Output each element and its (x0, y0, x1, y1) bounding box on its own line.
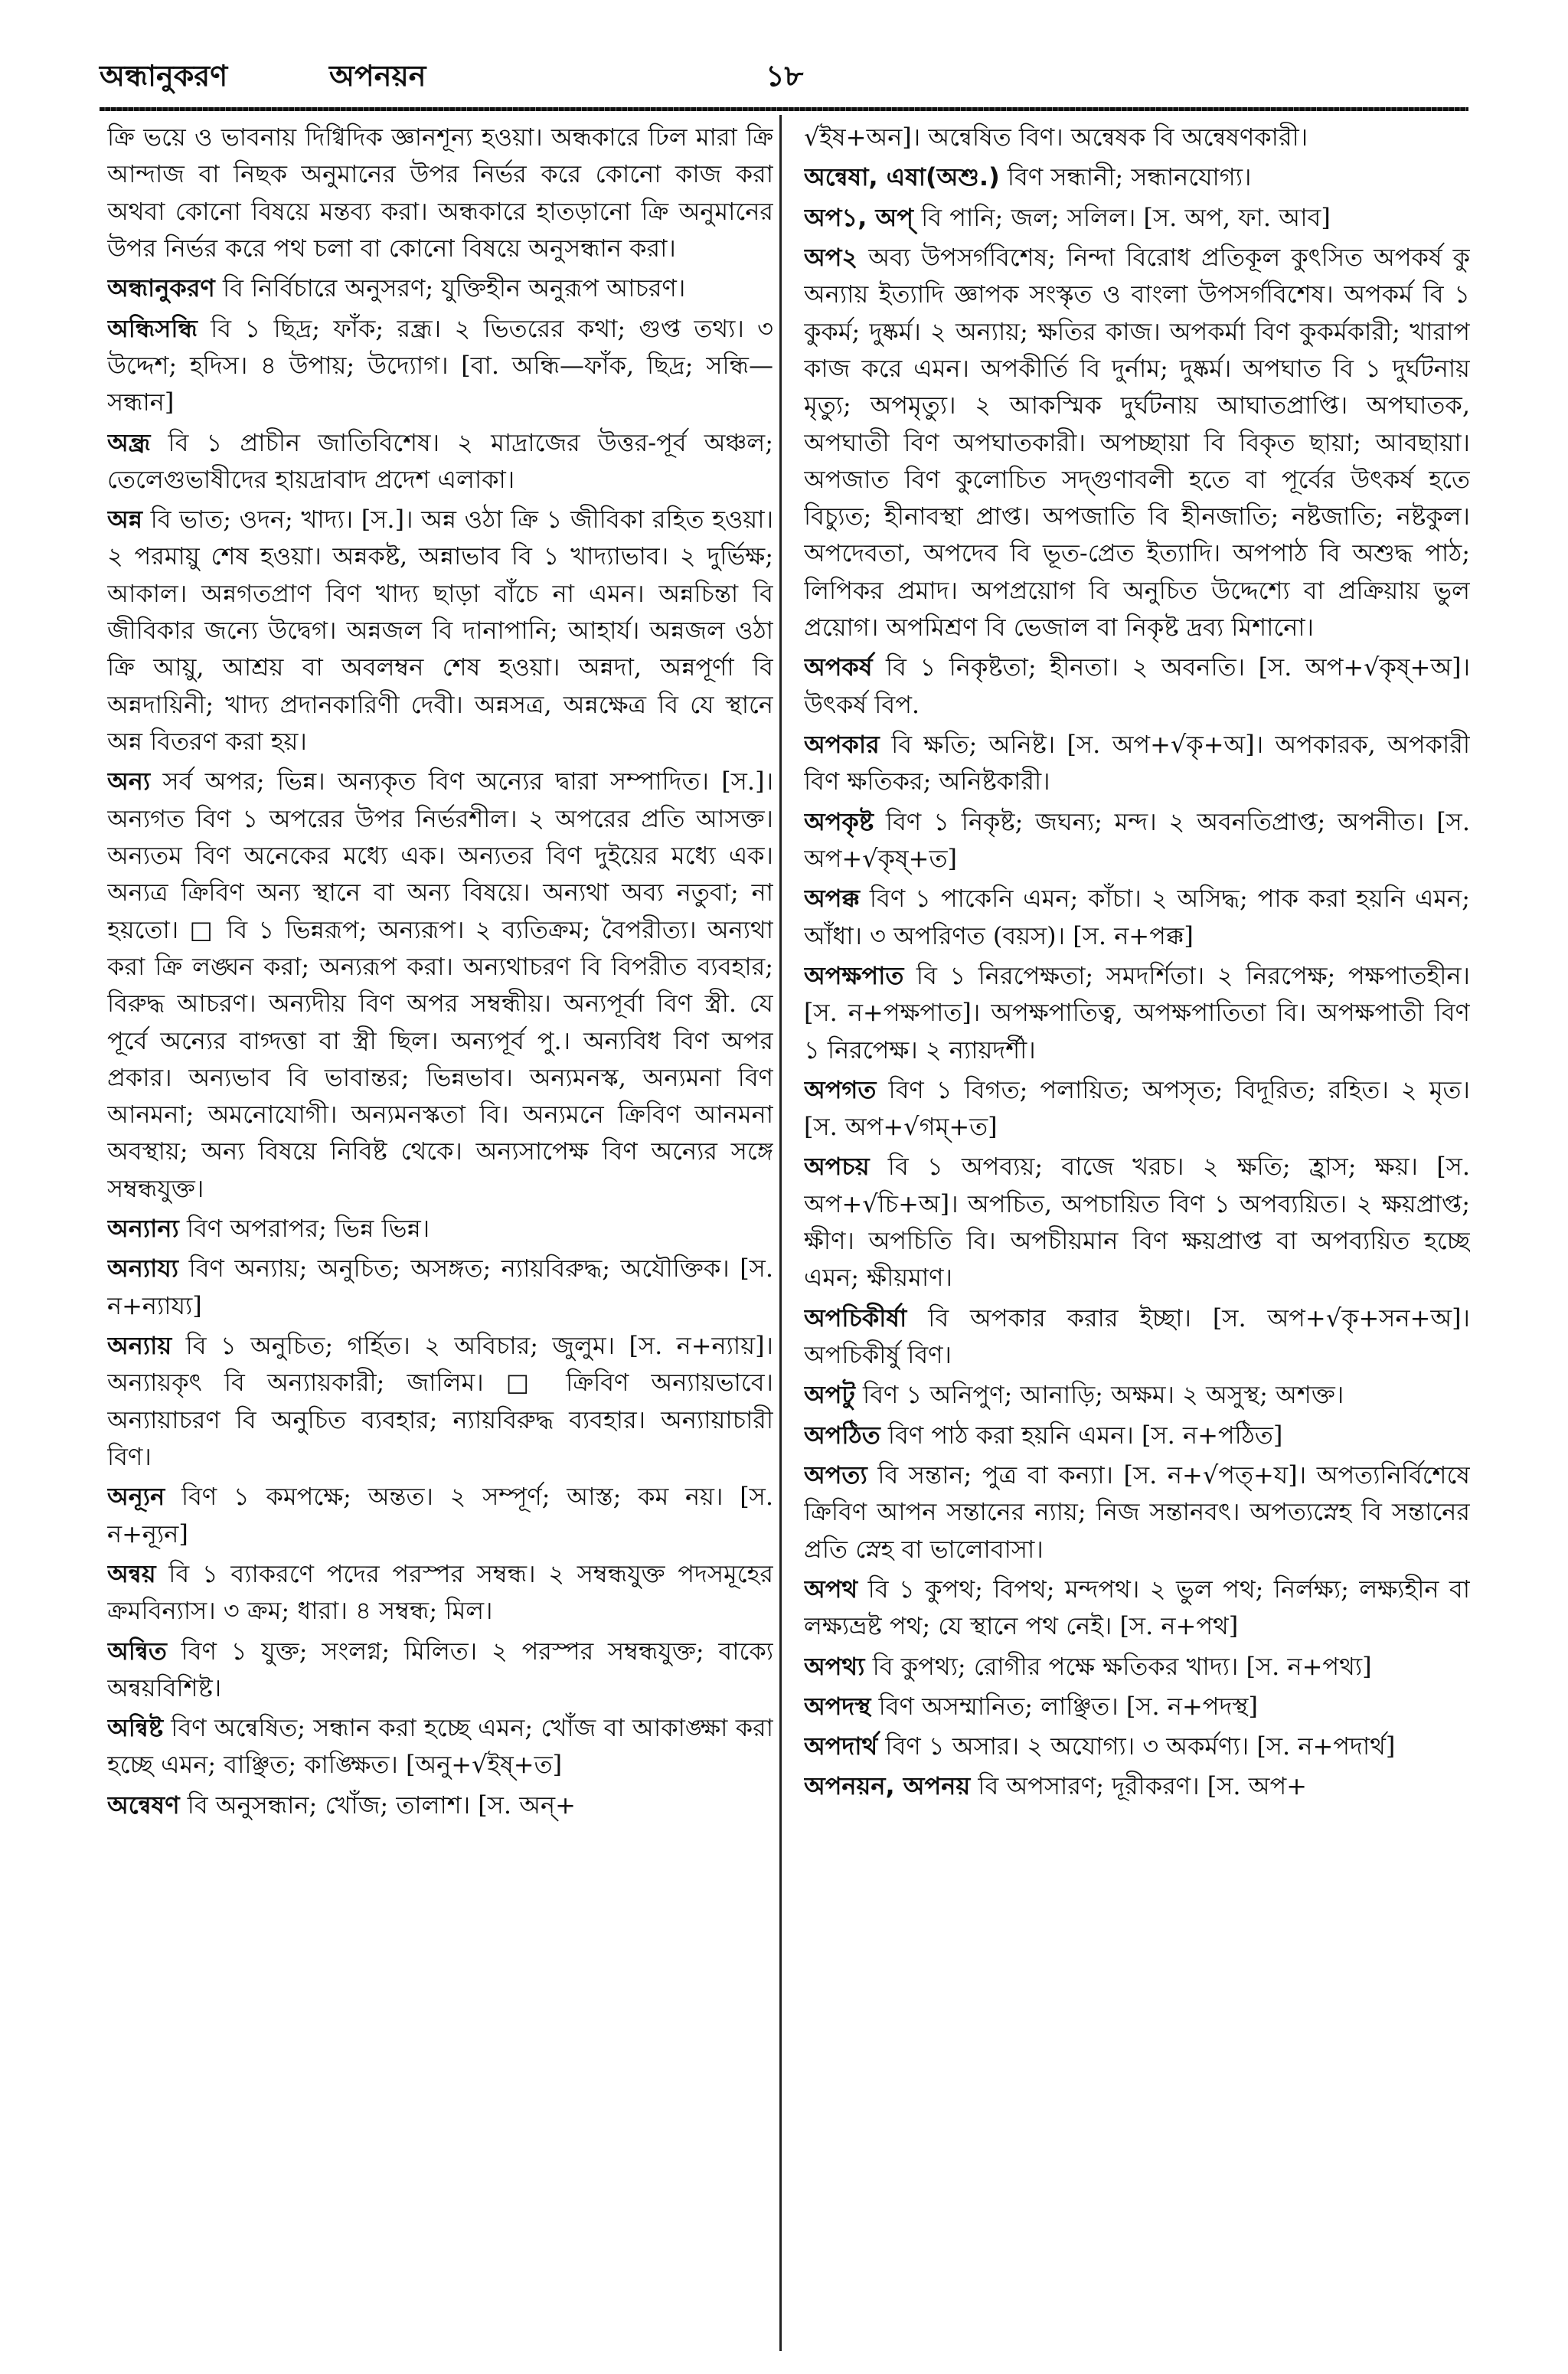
entry-headword: অপক্ক (804, 884, 860, 914)
dictionary-entry (804, 1688, 1470, 1725)
dictionary-entry (107, 1633, 773, 1707)
header-rule (100, 107, 1468, 111)
entry-definition: বি পানি; জল; সলিল। [স. অপ, ফা. আব] (921, 202, 1331, 232)
dictionary-entry (804, 1728, 1470, 1764)
entry-definition: বি ১ ছিদ্র; ফাঁক; রন্ধ্র। ২ ভিতরের কথা; গুপ্ত তথ্য। ৩ উদ্দেশ; হদিস। ৪ উপায়; উদ্যোগ। [বা. অন্ধি—ফাঁক, ছিদ্র; সন্ধি—সন্ধান] (107, 313, 773, 417)
dictionary-entry (107, 1555, 773, 1630)
entry-definition: বি ১ অনুচিত; গর্হিত। ২ অবিচার; জুলুম। [স. ন+ন্যায়]। অন্যায়কৃৎ বি অন্যায়কারী; জালিম। □ ক্রিবিণ অন্যায়ভাবে। অন্যায়াচরণ বি অনুচিত ব্যবহার; ন্যায়বিরুদ্ধ ব্যবহার। অন্যায়াচারী বিণ। (107, 1331, 773, 1471)
entry-definition: √ইষ+অন]। অন্বেষিত বিণ। অন্বেষক বি অন্বেষণকারী। (804, 123, 1308, 152)
entry-headword: অপকার (804, 730, 880, 759)
entry-definition: বি নির্বিচারে অনুসরণ; যুক্তিহীন অনুরূপ আচরণ। (222, 273, 686, 303)
entry-definition: বিণ ১ যুক্ত; সংলগ্ন; মিলিত। ২ পরস্পর সম্বন্ধযুক্ত; বাক্যে অন্বয়বিশিষ্ট। (107, 1636, 773, 1702)
entry-headword: অন্য (107, 767, 151, 796)
entry-definition: অব্য উপসর্গবিশেষ; নিন্দা বিরোধ প্রতিকূল কুৎসিত অপকর্ষ কু অন্যায় ইত্যাদি জ্ঞাপক সংস্কৃত ও বাংলা উপসর্গবিশেষ। অপকর্ম বি ১ কুকর্ম; দুষ্কর্ম। ২ অন্যায়; ক্ষতির কাজ। অপকর্মা বিণ কুকর্মকারী; খারাপ কাজ করে এমন। অপকীর্তি বি দুর্নাম; দুষ্কর্ম। অপঘাত বি ১ দুর্ঘটনায় মৃত্যু; অপমৃত্যু। ২ আকস্মিক দুর্ঘটনায় আঘাতপ্রাপ্তি। অপঘাতক, অপঘাতী বিণ অপঘাতকারী। অপচ্ছায়া বি বিকৃত ছায়া; আবছায়া। অপজাত বিণ কুলোচিত সদ্গুণাবলী হতে বা পূর্বের উৎকর্ষ হতে বিচ্যুত; হীনাবস্থা প্রাপ্ত। অপজাতি বি হীনজাতি; নষ্টজাতি; নষ্টকুল। অপদেবতা, অপদেব বি ভূত-প্রেত ইত্যাদি। অপপাঠ বি অশুদ্ধ পাঠ; লিপিকর প্রমাদ। অপপ্রয়োগ বি অনুচিত উদ্দেশ্যে বা প্রক্রিয়ায় ভুল প্রয়োগ। অপমিশ্রণ বি ভেজাল বা নিকৃষ্ট দ্রব্য মিশানো। (804, 242, 1470, 643)
entry-definition: বিণ ১ অসার। ২ অযোগ্য। ৩ অকর্মণ্য। [স. ন+পদার্থ] (885, 1731, 1396, 1761)
right-column (804, 119, 1470, 2351)
dictionary-entry (804, 726, 1470, 800)
dictionary-entry (804, 159, 1470, 195)
entry-headword: অপগত (804, 1074, 877, 1104)
entry-definition: বিণ ১ কমপক্ষে; অন্তত। ২ সম্পূর্ণ; আস্ত; কম নয়। [স. ন+ন্যূন] (107, 1482, 773, 1548)
entry-definition: বি সন্তান; পুত্র বা কন্যা। [স. ন+√পত্+য]। অপত্যনির্বিশেষে ক্রিবিণ আপন সন্তানের ন্যায়; নিজ সন্তানবৎ। অপত্যস্নেহ বি সন্তানের প্রতি স্নেহ বা ভালোবাসা। (804, 1460, 1470, 1564)
dictionary-entry (107, 1787, 773, 1823)
entry-headword: অপচিকীর্ষা (804, 1303, 907, 1333)
entry-definition: বিণ অপরাপর; ভিন্ন ভিন্ন। (186, 1214, 430, 1244)
dictionary-entry (804, 1148, 1470, 1296)
entry-headword: অন্ধ্র (107, 427, 151, 457)
dictionary-entry (804, 1071, 1470, 1146)
entry-definition: বি ১ নিকৃষ্টতা; হীনতা। ২ অবনতি। [স. অপ+√কৃষ্+অ]। উৎকর্ষ বিপ. (804, 652, 1470, 719)
dictionary-entry (107, 270, 773, 306)
dictionary-entry (107, 1709, 773, 1784)
dictionary-entry (804, 1376, 1470, 1413)
entry-headword: অন্যায় (107, 1331, 172, 1360)
entry-headword: অপনয়ন, অপনয় (804, 1771, 971, 1801)
entry-headword: অপথ (804, 1574, 858, 1604)
entry-headword: অপ১, অপ্ (804, 202, 913, 232)
entry-definition: বি ১ নিরপেক্ষতা; সমদর্শিতা। ২ নিরপেক্ষ; পক্ষপাতহীন। [স. ন+পক্ষপাত]। অপক্ষপাতিত্ব, অপক্ষপাতিতা বি। অপক্ষপাতী বিণ ১ নিরপেক্ষ। ২ ন্যায়দর্শী। (804, 960, 1470, 1064)
entry-definition: বি অনুসন্ধান; খোঁজ; তালাশ। [স. অন্+ (187, 1790, 576, 1820)
entry-headword: অন্যায্য (107, 1254, 179, 1283)
dictionary-entry (804, 957, 1470, 1068)
guide-word-right: অপনয়ন (329, 59, 426, 93)
dictionary-entry (804, 1417, 1470, 1454)
dictionary-entry (804, 1457, 1470, 1568)
entry-definition: বি অপকার করার ইচ্ছা। [স. অপ+√কৃ+সন+অ]। অপচিকীর্ষু বিণ। (804, 1303, 1470, 1369)
entry-definition: বি ভাত; ওদন; খাদ্য। [স.]। অন্ন ওঠা ক্রি ১ জীবিকা রহিত হওয়া। ২ পরমায়ু শেষ হওয়া। অন্নকষ্ট, অন্নাভাব বি ১ খাদ্যাভাব। ২ দুর্ভিক্ষ; আকাল। অন্নগতপ্রাণ বিণ খাদ্য ছাড়া বাঁচে না এমন। অন্নচিন্তা বি জীবিকার জন্যে উদ্বেগ। অন্নজল বি দানাপানি; আহার্য। অন্নজল ওঠা ক্রি আয়ু, আশ্রয় বা অবলম্বন শেষ হওয়া। অন্নদা, অন্নপূর্ণা বি অন্নদায়িনী; খাদ্য প্রদানকারিণী দেবী। অন্নসত্র, অন্নক্ষেত্র বি যে স্থানে অন্ন বিতরণ করা হয়। (107, 505, 773, 756)
dictionary-entry (804, 1767, 1470, 1804)
entry-definition: বিণ ১ বিগত; পলায়িত; অপসৃত; বিদূরিত; রহিত। ২ মৃত। [স. অপ+√গম্+ত] (804, 1074, 1470, 1142)
entry-headword: অন্ধানুকরণ (107, 273, 215, 303)
entry-definition: বি ১ অপব্যয়; বাজে খরচ। ২ ক্ষতি; হ্রাস; ক্ষয়। [স. অপ+√চি+অ]। অপচিত, অপচায়িত বিণ ১ অপব্যয়িত। ২ ক্ষয়প্রাপ্ত; ক্ষীণ। অপচিতি বি। অপচীয়মান বিণ ক্ষয়প্রাপ্ত বা অপব্যয়িত হচ্ছে এমন; ক্ষীয়মাণ। (804, 1152, 1470, 1293)
dictionary-entry (107, 424, 773, 499)
entry-definition: বিণ সন্ধানী; সন্ধানযোগ্য। (1007, 162, 1252, 192)
entry-definition: বি ক্ষতি; অনিষ্ট। [স. অপ+√কৃ+অ]। অপকারক, অপকারী বিণ ক্ষতিকর; অনিষ্টকারী। (804, 730, 1470, 796)
dictionary-entry (804, 119, 1470, 155)
entry-headword: অন্বিষ্ট (107, 1713, 164, 1743)
entry-headword: অন্বয় (107, 1558, 156, 1588)
entry-headword: অপটু (804, 1380, 855, 1410)
dictionary-entry (804, 803, 1470, 878)
dictionary-entry (804, 199, 1470, 236)
dictionary-entry (804, 649, 1470, 723)
entry-definition: বি কুপথ্য; রোগীর পক্ষে ক্ষতিকর খাদ্য। [স. ন+পথ্য] (872, 1651, 1372, 1681)
page-header (100, 54, 1468, 107)
dictionary-entry (804, 1571, 1470, 1645)
entry-headword: অন্ন (107, 505, 142, 535)
dictionary-entry (107, 1327, 773, 1475)
dictionary-entry (804, 880, 1470, 954)
entry-headword: অপকর্ষ (804, 652, 873, 682)
dictionary-entry (107, 1210, 773, 1247)
dictionary-entry (804, 1648, 1470, 1685)
entry-headword: অপদার্থ (804, 1731, 878, 1761)
entry-headword: অপ২ (804, 242, 858, 272)
dictionary-entry (804, 1300, 1470, 1374)
entry-definition: বিণ ১ নিকৃষ্ট; জঘন্য; মন্দ। ২ অবনতিপ্রাপ্ত; অপনীত। [স. অপ+√কৃষ্+ত] (804, 806, 1470, 873)
entry-headword: অপদস্থ (804, 1691, 871, 1721)
entry-headword: অন্ধিসন্ধি (107, 313, 198, 343)
entry-headword: অন্বেষণ (107, 1790, 180, 1820)
dictionary-entry (107, 119, 773, 267)
dictionary-entry (107, 1250, 773, 1324)
entry-definition: ক্রি ভয়ে ও ভাবনায় দিগ্বিদিক জ্ঞানশূন্য হওয়া। অন্ধকারে ঢিল মারা ক্রি আন্দাজ বা নিছক অনুমানের উপর নির্ভর করে কোনো কাজ করা অথবা কোনো বিষয়ে মন্তব্য করা। অন্ধকারে হাতড়ানো ক্রি অনুমানের উপর নির্ভর করে পথ চলা বা কোনো বিষয়ে অনুসন্ধান করা। (107, 123, 773, 263)
entry-definition: বি ১ কুপথ; বিপথ; মন্দপথ। ২ ভুল পথ; নির্লক্ষ্য; লক্ষ্যহীন বা লক্ষ্যভ্রষ্ট পথ; যে স্থানে পথ নেই। [স. ন+পথ] (804, 1574, 1470, 1641)
entry-headword: অন্বেষা, এষা(অশু.) (804, 162, 1000, 192)
guide-word-left: অন্ধানুকরণ (100, 59, 228, 93)
entry-headword: অপক্ষপাত (804, 960, 904, 990)
entry-headword: অপত্য (804, 1460, 867, 1489)
entry-headword: অন্বিত (107, 1636, 167, 1666)
dictionary-entry (107, 763, 773, 1207)
entry-definition: বিণ অসম্মানিত; লাঞ্ছিত। [স. ন+পদস্থ] (878, 1691, 1258, 1721)
entry-definition: বি অপসারণ; দূরীকরণ। [স. অপ+ (978, 1771, 1307, 1801)
entry-definition: বিণ অন্বেষিত; সন্ধান করা হচ্ছে এমন; খোঁজ বা আকাঙ্ক্ষা করা হচ্ছে এমন; বাঞ্ছিত; কাঙ্ক্ষিত। [অনু+√ইষ্+ত] (107, 1713, 773, 1780)
entry-definition: বিণ ১ পাকেনি এমন; কাঁচা। ২ অসিদ্ধ; পাক করা হয়নি এমন; আঁধা। ৩ অপরিণত (বয়স)। [স. ন+পক্ক] (804, 884, 1470, 950)
entry-definition: সর্ব অপর; ভিন্ন। অন্যকৃত বিণ অন্যের দ্বারা সম্পাদিত। [স.]। অন্যগত বিণ ১ অপরের উপর নির্ভরশীল। ২ অপরের প্রতি আসক্ত। অন্যতম বিণ অনেকের মধ্যে এক। অন্যতর বিণ দুইয়ের মধ্যে এক। অন্যত্র ক্রিবিণ অন্য স্থানে বা অন্য বিষয়ে। অন্যথা অব্য নতুবা; না হয়তো। □ বি ১ ভিন্নরূপ; অন্যরূপ। ২ ব্যতিক্রম; বৈপরীত্য। অন্যথা করা ক্রি লঙ্ঘন করা; অন্যরূপ করা। অন্যথাচরণ বি বিপরীত ব্যবহার; বিরুদ্ধ আচরণ। অন্যদীয় বিণ অপর সম্বন্ধীয়। অন্যপূর্বা বিণ স্ত্রী. যে পূর্বে অন্যের বাগ্দত্তা বা স্ত্রী ছিল। অন্যপূর্ব পু.। অন্যবিধ বিণ অপর প্রকার। অন্যভাব বি ভাবান্তর; ভিন্নভাব। অন্যমনস্ক, অন্যমনা বিণ আনমনা; অমনোযোগী। অন্যমনস্কতা বি। অন্যমনে ক্রিবিণ আনমনা অবস্থায়; অন্য বিষয়ে নিবিষ্ট থেকে। অন্যসাপেক্ষ বিণ অন্যের সঙ্গে সম্বন্ধযুক্ত। (107, 767, 773, 1203)
column-divider (779, 115, 782, 2351)
left-column (107, 119, 773, 2351)
entry-headword: অপকৃষ্ট (804, 806, 874, 836)
page-number: ১৮ (766, 59, 804, 93)
entry-definition: বিণ অন্যায়; অনুচিত; অসঙ্গত; ন্যায়বিরুদ্ধ; অযৌক্তিক। [স. ন+ন্যায্য] (107, 1254, 773, 1320)
entry-headword: অন্যান্য (107, 1214, 179, 1244)
entry-definition: বিণ পাঠ করা হয়নি এমন। [স. ন+পঠিত] (887, 1420, 1283, 1450)
entry-headword: অপথ্য (804, 1651, 865, 1681)
dictionary-entry (107, 310, 773, 421)
dictionary-entry (804, 239, 1470, 646)
dictionary-entry (107, 501, 773, 760)
entry-headword: অপঠিত (804, 1420, 880, 1450)
entry-definition: বি ১ প্রাচীন জাতিবিশেষ। ২ মাদ্রাজের উত্তর-পূর্ব অঞ্চল; তেলেগুভাষীদের হায়দ্রাবাদ প্রদেশ এলাকা। (107, 427, 773, 494)
entry-definition: বি ১ ব্যাকরণে পদের পরস্পর সম্বন্ধ। ২ সম্বন্ধযুক্ত পদসমূহের ক্রমবিন্যাস। ৩ ক্রম; ধারা। ৪ সম্বন্ধ; মিল। (107, 1558, 773, 1626)
dictionary-entry (107, 1478, 773, 1552)
entry-definition: বিণ ১ অনিপুণ; আনাড়ি; অক্ষম। ২ অসুস্থ; অশক্ত। (863, 1380, 1344, 1410)
entry-headword: অন্যূন (107, 1482, 165, 1512)
entry-headword: অপচয় (804, 1152, 870, 1182)
